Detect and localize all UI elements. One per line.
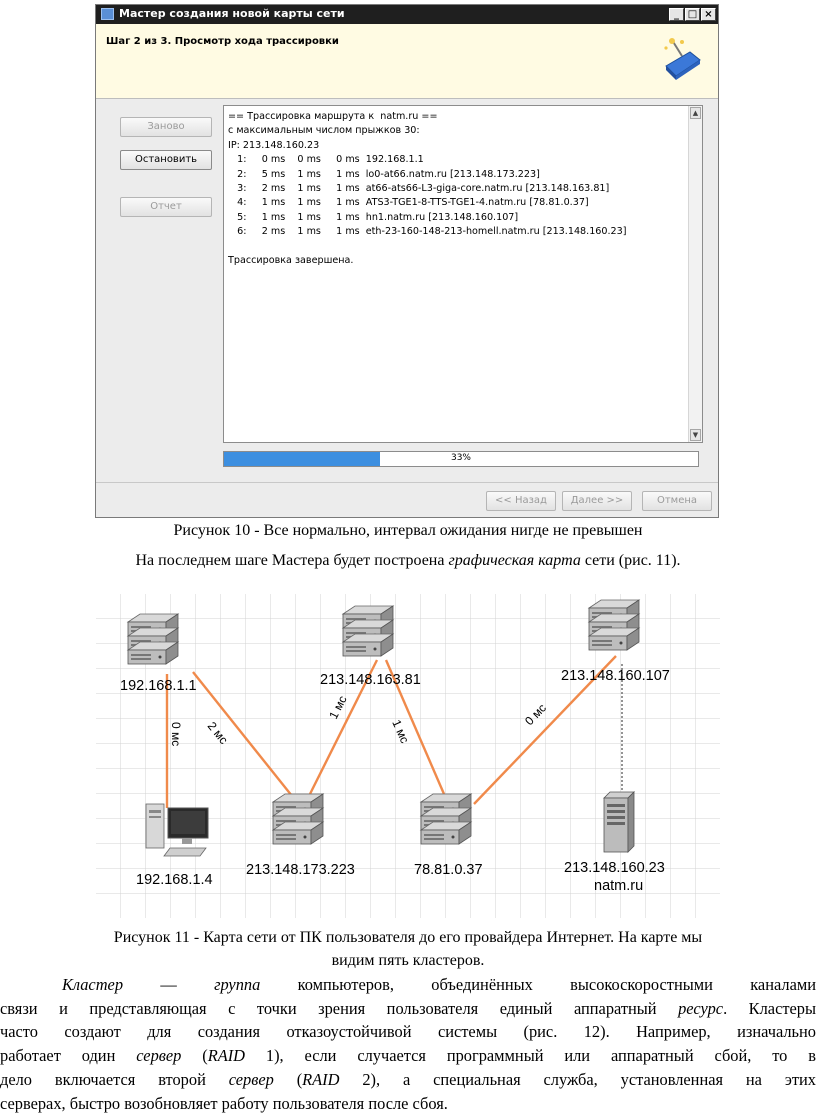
wizard-header: [96, 24, 718, 99]
para-text: дело включается второй: [0, 1069, 229, 1089]
restart-button[interactable]: Заново: [120, 117, 212, 137]
cluster-paragraph: [0, 973, 816, 1115]
next-button[interactable]: Далее >>: [562, 491, 632, 511]
term-group: группа: [214, 975, 261, 994]
figure-11-caption-line-1: Рисунок 11 - Карта сети от ПК пользователя до его провайдера Интернет. На карте мы: [113, 929, 703, 946]
para-text: 1), если случается программный или аппаратный сбой, то в: [245, 1046, 816, 1066]
link-label-pc: 0 мс: [169, 722, 183, 747]
link-label-n4-n2: 1 мс: [326, 693, 350, 722]
node-label-n4: 213.148.173.223: [246, 862, 355, 878]
para-text: . Кластеры: [723, 998, 816, 1018]
log-line: 6: 2 ms 1 ms 1 ms eth-23-160-148-213-homell.natm.ru [213.148.160.23]: [228, 226, 627, 238]
report-button[interactable]: Отчет: [120, 197, 212, 217]
pc-icon[interactable]: [146, 804, 208, 856]
back-button[interactable]: << Назад: [486, 491, 556, 511]
window-title: Мастер создания новой карты сети: [119, 7, 345, 20]
node-label-n3: 213.148.160.107: [561, 668, 670, 684]
para-line-1: [0, 973, 816, 997]
log-scrollbar[interactable]: [688, 106, 702, 442]
trace-log-text: [228, 110, 627, 268]
para-text: работает один: [0, 1046, 137, 1066]
title-bar: [96, 5, 718, 24]
figure-10-caption: Рисунок 10 - Все нормально, интервал ожидания нигде не превышен: [173, 522, 643, 539]
cluster-icon[interactable]: [421, 794, 471, 844]
para-line-2: [0, 997, 816, 1021]
para-text: связи и представляющая с точки зрения пользователя единый аппаратный: [0, 998, 679, 1018]
log-line: 2: 5 ms 1 ms 1 ms lo0-at66.natm.ru [213.148.173.223]: [228, 168, 540, 180]
term-server: сервер: [136, 1046, 182, 1066]
para-line-3: часто создают для создания отказоустойчивой системы (рис. 12). Например, изначально: [0, 1022, 816, 1042]
node-label-server-host: natm.ru: [594, 878, 644, 894]
log-line: [228, 240, 627, 254]
log-line: 4: 1 ms 1 ms 1 ms ATS3-TGE1-8-TTS-TGE1-4.natm.ru [78.81.0.37]: [228, 197, 589, 209]
para-text: 2), а специальная служба, установленная на этих: [339, 1069, 816, 1089]
trace-log[interactable]: [223, 105, 703, 443]
scroll-down-icon[interactable]: ▼: [690, 429, 701, 441]
app-icon: [101, 8, 114, 20]
log-line: IP: 213.148.160.23: [228, 139, 320, 151]
node-label-n2: 213.148.163.81: [320, 672, 421, 688]
close-button[interactable]: ×: [701, 8, 716, 21]
log-line: Трассировка завершена.: [228, 254, 354, 266]
log-line: 3: 2 ms 1 ms 1 ms at66-ats66-L3-giga-core.natm.ru [213.148.163.81]: [228, 182, 610, 194]
intro-text-after: сети (рис. 11).: [580, 552, 681, 569]
footer-divider: [96, 482, 718, 483]
node-label-pc: 192.168.1.4: [136, 872, 213, 888]
link-label-n1-n4: 2 мс: [204, 719, 231, 747]
intro-text-before: На последнем шаге Мастера будет построена: [135, 552, 449, 569]
maximize-button[interactable]: □: [685, 8, 700, 21]
node-label-n1: 192.168.1.1: [120, 678, 197, 694]
intro-sentence: [0, 551, 816, 571]
link-label-n2-n5: 1 мс: [389, 717, 412, 746]
cancel-button[interactable]: Отмена: [642, 491, 712, 511]
log-line: 5: 1 ms 1 ms 1 ms hn1.natm.ru [213.148.160.107]: [228, 211, 519, 223]
para-line-4: [0, 1044, 816, 1068]
term-resource: ресурс: [678, 998, 724, 1018]
term-raid: RAID: [302, 1069, 340, 1089]
para-line-5: [0, 1068, 816, 1092]
para-text: компьютеров, объединённых высокоскоростными каналами: [260, 975, 816, 994]
term-raid: RAID: [207, 1046, 246, 1066]
term-server: сервер: [228, 1069, 274, 1089]
minimize-button[interactable]: _: [669, 8, 684, 21]
wizard-window: [95, 4, 719, 518]
log-line: с максимальным числом прыжков 30:: [228, 125, 420, 137]
para-text: (: [181, 1046, 208, 1066]
link-label-n5-n3: 0 мс: [522, 700, 550, 729]
cluster-icon[interactable]: [589, 600, 639, 650]
node-label-server: 213.148.160.23: [564, 860, 665, 876]
cluster-icon[interactable]: [128, 614, 178, 664]
server-icon[interactable]: [604, 792, 634, 852]
scroll-up-icon[interactable]: ▲: [690, 107, 701, 119]
cluster-icon[interactable]: [273, 794, 323, 844]
step-title: Шаг 2 из 3. Просмотр хода трассировки: [106, 36, 339, 47]
term-cluster: Кластер: [62, 975, 124, 994]
intro-emphasis: графическая карта: [448, 552, 581, 569]
para-line-6: серверах, быстро возобновляет работу пользователя после сбоя.: [0, 1093, 448, 1113]
stop-button[interactable]: Остановить: [120, 150, 212, 170]
node-label-n5: 78.81.0.37: [414, 862, 483, 878]
network-map: [96, 594, 720, 918]
log-line: == Трассировка маршрута к natm.ru ==: [228, 111, 438, 122]
link-n1-n4: [193, 672, 292, 796]
dash: —: [123, 975, 215, 994]
cluster-icon[interactable]: [343, 606, 393, 656]
progress-label: 33%: [450, 453, 471, 463]
figure-11-caption-line-2: видим пять кластеров.: [331, 952, 485, 969]
log-line: 1: 0 ms 0 ms 0 ms 192.168.1.1: [228, 154, 424, 166]
trace-progress-bar: [223, 451, 699, 467]
wizard-wand-icon: [660, 36, 704, 82]
para-text: (: [273, 1069, 303, 1089]
